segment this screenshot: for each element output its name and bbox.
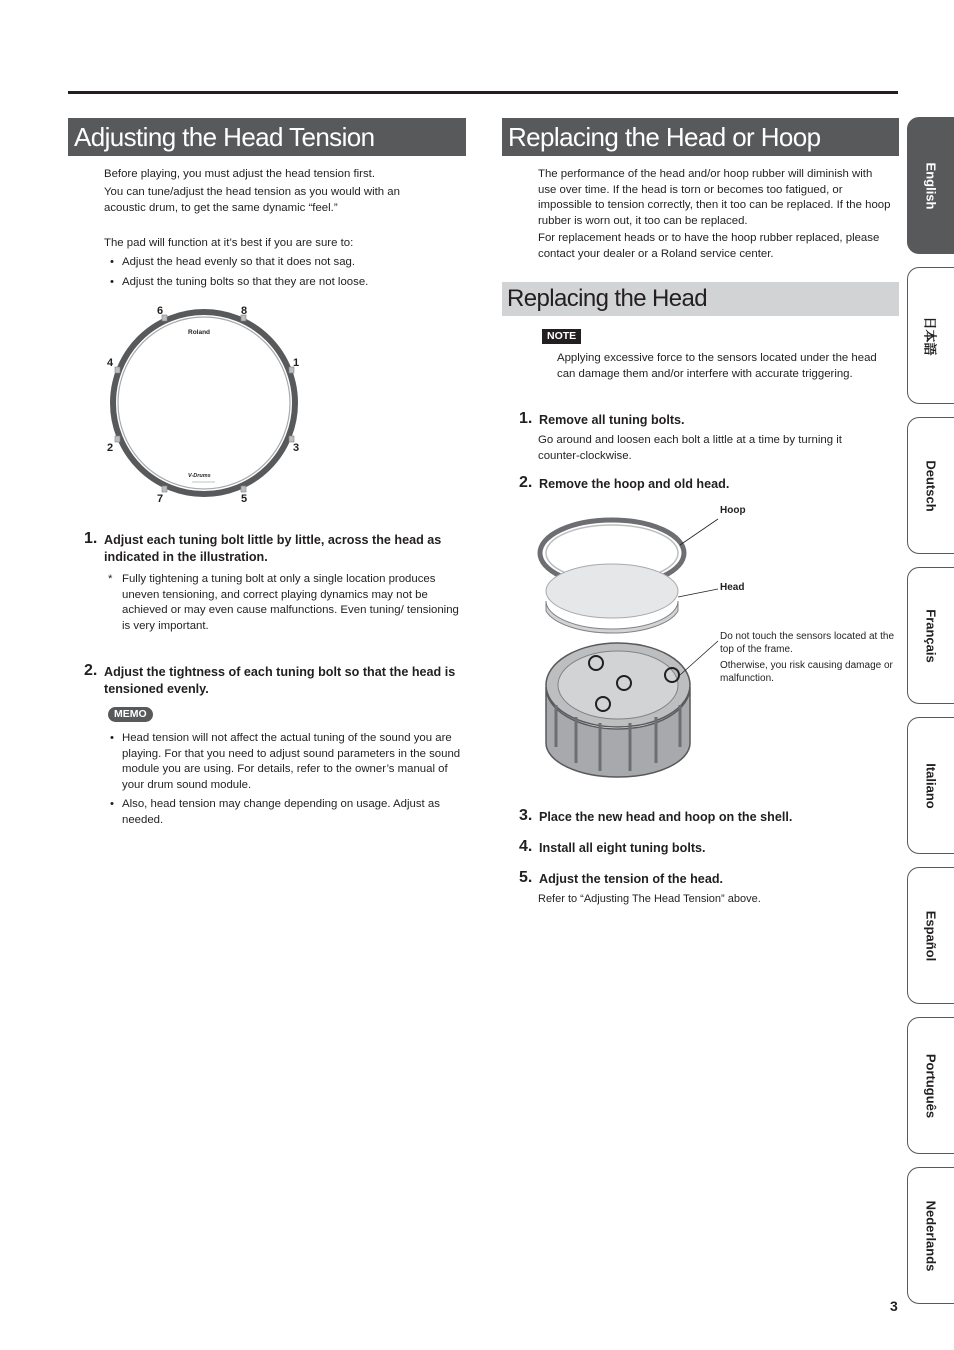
replacing-intro-1: The performance of the head and/or hoop rubber will diminish with use over time. If the head is torn or becomes too fatigued, or impossible to tension correctly, then it too can be replaced. If the hoop rubber is worn out, it too can be replaced. — [538, 168, 891, 227]
replacing-intro-2: For replacement heads or to have the hoop rubber replaced, please contact your dealer or a Roland service center. — [538, 232, 880, 260]
tab-label: 日本語 — [922, 315, 938, 356]
tab-espanol[interactable] — [907, 867, 954, 1004]
bolt-label-8: 8 — [241, 305, 248, 317]
page-number: 3 — [890, 1298, 898, 1314]
tab-label: Português — [923, 1053, 939, 1118]
step-5-detail: Refer to “Adjusting The Head Tension” above. — [538, 893, 761, 905]
step-1-note: Fully tightening a tuning bolt at only a single location produces uneven tensioning, and correct playing dynamics may not be achieved or may even cause malfunctions. Even tuning/ tensioning is very important. — [122, 573, 459, 632]
hoop-callout: Hoop — [720, 505, 746, 516]
step-text: Place the new head and hoop on the shell. — [539, 810, 793, 824]
right-step-1 — [519, 410, 889, 429]
tab-label: Français — [923, 608, 939, 663]
step-number: 2. — [84, 662, 98, 679]
tab-english[interactable] — [907, 117, 954, 254]
step-text: Remove all tuning bolts. — [539, 413, 685, 427]
head-membrane — [546, 564, 678, 618]
right-step-4 — [519, 838, 889, 857]
requirement-bullet: • Adjust the tuning bolts so that they are not loose. — [104, 275, 467, 291]
tab-japanese[interactable] — [907, 267, 954, 404]
right-step-2 — [519, 474, 889, 493]
step-number: 1. — [84, 530, 98, 547]
bolt-label-2: 2 — [107, 442, 114, 454]
tab-francais[interactable] — [907, 567, 954, 704]
right-step-3 — [519, 807, 889, 826]
bolt-label-7: 7 — [157, 493, 164, 505]
bolt-label-4: 4 — [107, 357, 114, 369]
memo-bullet: • Head tension will not affect the actual tuning of the sound you are playing. For that you need to adjust sound parameters in the sound module you are using. For details, refer to the owner’s manual of your drum sound module. — [104, 731, 467, 793]
intro-paragraph-3: The pad will function at it’s best if you are sure to: — [104, 237, 354, 249]
top-rule — [68, 91, 898, 94]
bolt-label-6: 6 — [157, 305, 164, 317]
head-leader-line — [678, 589, 718, 597]
intro-paragraph-2: You can tune/adjust the head tension as you would with an acoustic drum, to get the same dynamic “feel.” — [104, 186, 400, 214]
sensor-leader-line — [680, 641, 718, 675]
bolt-label-1: 1 — [293, 357, 300, 369]
memo-bullet: • Also, head tension may change depending on usage. Adjust as needed. — [104, 797, 467, 828]
memo-badge: MEMO — [108, 707, 153, 722]
note-text: Applying excessive force to the sensors located under the head can damage them and/or interfere with accurate triggering. — [557, 352, 877, 380]
section-title-head-tension: Adjusting the Head Tension — [68, 118, 466, 156]
section-title-replacing: Replacing the Head or Hoop Rubber — [502, 118, 899, 156]
sensor-warning-callout-2: Otherwise, you risk causing damage or malfunction. — [720, 660, 893, 684]
head-callout: Head — [720, 582, 745, 593]
footnote-asterisk: * — [108, 573, 113, 585]
step-text: Adjust the tension of the head. — [539, 872, 724, 886]
step-number: 4. — [519, 838, 533, 855]
tab-label: Nederlands — [923, 1200, 939, 1271]
v-drums-logo: V-Drums — [188, 473, 211, 479]
left-step-1 — [84, 530, 459, 566]
drum-hoop-ring — [113, 312, 295, 494]
step-text: Install all eight tuning bolts. — [539, 841, 706, 855]
tab-nederlands[interactable] — [907, 1167, 954, 1304]
step-number: 2. — [519, 474, 533, 491]
tab-label: English — [923, 162, 939, 209]
exploded-drum-diagram — [530, 505, 720, 790]
requirement-bullet: • Adjust the head evenly so that it does not sag. — [104, 255, 467, 271]
step-text: Remove the hoop and old head. — [539, 477, 730, 491]
bolt-label-5: 5 — [241, 493, 248, 505]
note-badge: NOTE — [542, 329, 581, 344]
intro-paragraph-1: Before playing, you must adjust the head tension first. — [104, 168, 376, 180]
tab-deutsch[interactable] — [907, 417, 954, 554]
step-text: Adjust each tuning bolt little by little, across the head as indicated in the illustration. — [104, 533, 442, 564]
step-number: 1. — [519, 410, 533, 427]
left-step-2 — [84, 662, 459, 698]
tab-label: Español — [923, 910, 939, 961]
hoop-leader-line — [680, 519, 718, 545]
subsection-title-replacing-head: Replacing the Head — [502, 282, 899, 316]
tab-label: Italiano — [923, 762, 939, 809]
tab-italiano[interactable] — [907, 717, 954, 854]
tab-label: Deutsch — [923, 459, 939, 512]
step-number: 5. — [519, 869, 533, 886]
step-number: 3. — [519, 807, 533, 824]
roland-logo: Roland — [188, 329, 211, 336]
tab-portugues[interactable] — [907, 1017, 954, 1154]
step-text: Adjust the tightness of each tuning bolt so that the head is tensioned evenly. — [104, 665, 456, 696]
sensor-warning-callout-1: Do not touch the sensors located at the top of the frame. — [720, 631, 894, 655]
right-step-5 — [519, 869, 889, 888]
drum-pad-top-view-diagram — [100, 300, 310, 510]
step-1-detail: Go around and loosen each bolt a little at a time by turning it counter-clockwise. — [538, 434, 842, 462]
bolt-label-3: 3 — [293, 442, 300, 454]
